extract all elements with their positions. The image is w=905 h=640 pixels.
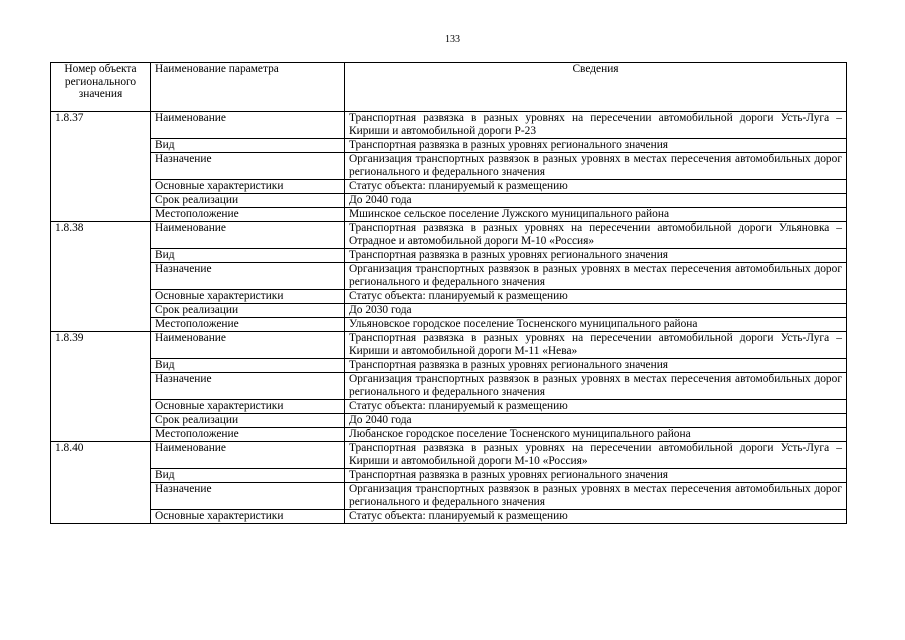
parameter-value: Транспортная развязка в разных уровнях регионального значения <box>345 139 847 153</box>
parameter-name: Назначение <box>151 153 345 180</box>
table-row <box>51 442 847 469</box>
parameter-name: Основные характеристики <box>151 180 345 194</box>
parameter-value: Транспортная развязка в разных уровнях на пересечении автомобильной дороги Усть-Луга – Кириши и автомобильной дороги М-10 «Россия» <box>345 442 847 469</box>
table-row <box>51 249 847 263</box>
parameter-value: Транспортная развязка в разных уровнях на пересечении автомобильной дороги Усть-Луга – Кириши и автомобильной дороги М-11 «Нева» <box>345 332 847 359</box>
parameter-name: Наименование <box>151 222 345 249</box>
table-row <box>51 359 847 373</box>
parameter-name: Вид <box>151 139 345 153</box>
object-number: 1.8.38 <box>51 222 151 332</box>
parameter-name: Наименование <box>151 332 345 359</box>
parameter-name: Основные характеристики <box>151 510 345 524</box>
parameter-name: Вид <box>151 249 345 263</box>
parameter-name: Вид <box>151 469 345 483</box>
parameter-name: Назначение <box>151 263 345 290</box>
parameter-name: Срок реализации <box>151 414 345 428</box>
table-header <box>51 63 847 112</box>
parameter-name: Назначение <box>151 373 345 400</box>
header-information: Сведения <box>345 63 847 112</box>
parameter-value: До 2040 года <box>345 414 847 428</box>
header-parameter-name: Наименование параметра <box>151 63 345 112</box>
parameter-value: Статус объекта: планируемый к размещению <box>345 400 847 414</box>
parameter-value: Организация транспортных развязок в разных уровнях в местах пересечения автомобильных дорог регионального и федерального значения <box>345 263 847 290</box>
table-row <box>51 332 847 359</box>
table-row <box>51 428 847 442</box>
parameter-name: Местоположение <box>151 208 345 222</box>
parameter-value: Транспортная развязка в разных уровнях регионального значения <box>345 359 847 373</box>
parameter-value: Транспортная развязка в разных уровнях на пересечении автомобильной дороги Ульяновка – Отрадное и автомобильной дороги М-10 «Россия» <box>345 222 847 249</box>
parameter-value: Организация транспортных развязок в разных уровнях в местах пересечения автомобильных дорог регионального и федерального значения <box>345 483 847 510</box>
objects-table <box>50 62 847 524</box>
parameter-value: Статус объекта: планируемый к размещению <box>345 290 847 304</box>
table-row <box>51 414 847 428</box>
table-row <box>51 194 847 208</box>
table-row <box>51 373 847 400</box>
header-row <box>51 63 847 112</box>
parameter-value: До 2040 года <box>345 194 847 208</box>
parameter-value: До 2030 года <box>345 304 847 318</box>
parameter-value: Ульяновское городское поселение Тосненского муниципального района <box>345 318 847 332</box>
parameter-value: Статус объекта: планируемый к размещению <box>345 510 847 524</box>
parameter-name: Основные характеристики <box>151 400 345 414</box>
parameter-value: Любанское городское поселение Тосненского муниципального района <box>345 428 847 442</box>
parameter-value: Мшинское сельское поселение Лужского муниципального района <box>345 208 847 222</box>
parameter-value: Транспортная развязка в разных уровнях регионального значения <box>345 249 847 263</box>
object-number: 1.8.37 <box>51 112 151 222</box>
parameter-value: Организация транспортных развязок в разных уровнях в местах пересечения автомобильных дорог регионального и федерального значения <box>345 153 847 180</box>
table-row <box>51 510 847 524</box>
page-number: 133 <box>445 34 460 45</box>
object-number: 1.8.39 <box>51 332 151 442</box>
parameter-name: Наименование <box>151 112 345 139</box>
table-row <box>51 263 847 290</box>
table-row <box>51 290 847 304</box>
table-row <box>51 469 847 483</box>
parameter-name: Наименование <box>151 442 345 469</box>
table-row <box>51 112 847 139</box>
table-row <box>51 153 847 180</box>
parameter-name: Вид <box>151 359 345 373</box>
table-row <box>51 304 847 318</box>
parameter-value: Организация транспортных развязок в разных уровнях в местах пересечения автомобильных дорог регионального и федерального значения <box>345 373 847 400</box>
table-row <box>51 222 847 249</box>
parameter-name: Основные характеристики <box>151 290 345 304</box>
table-body <box>51 112 847 524</box>
parameter-name: Местоположение <box>151 318 345 332</box>
table-row <box>51 318 847 332</box>
header-object-number: Номер объекта регионального значения <box>51 63 151 112</box>
parameter-name: Назначение <box>151 483 345 510</box>
parameter-name: Срок реализации <box>151 194 345 208</box>
object-number: 1.8.40 <box>51 442 151 524</box>
parameter-value: Транспортная развязка в разных уровнях регионального значения <box>345 469 847 483</box>
table-row <box>51 400 847 414</box>
table-row <box>51 208 847 222</box>
parameter-value: Транспортная развязка в разных уровнях на пересечении автомобильной дороги Усть-Луга – Кириши и автомобильной дороги Р-23 <box>345 112 847 139</box>
table-row <box>51 139 847 153</box>
parameter-name: Срок реализации <box>151 304 345 318</box>
table-row <box>51 483 847 510</box>
parameter-value: Статус объекта: планируемый к размещению <box>345 180 847 194</box>
table-row <box>51 180 847 194</box>
parameter-name: Местоположение <box>151 428 345 442</box>
